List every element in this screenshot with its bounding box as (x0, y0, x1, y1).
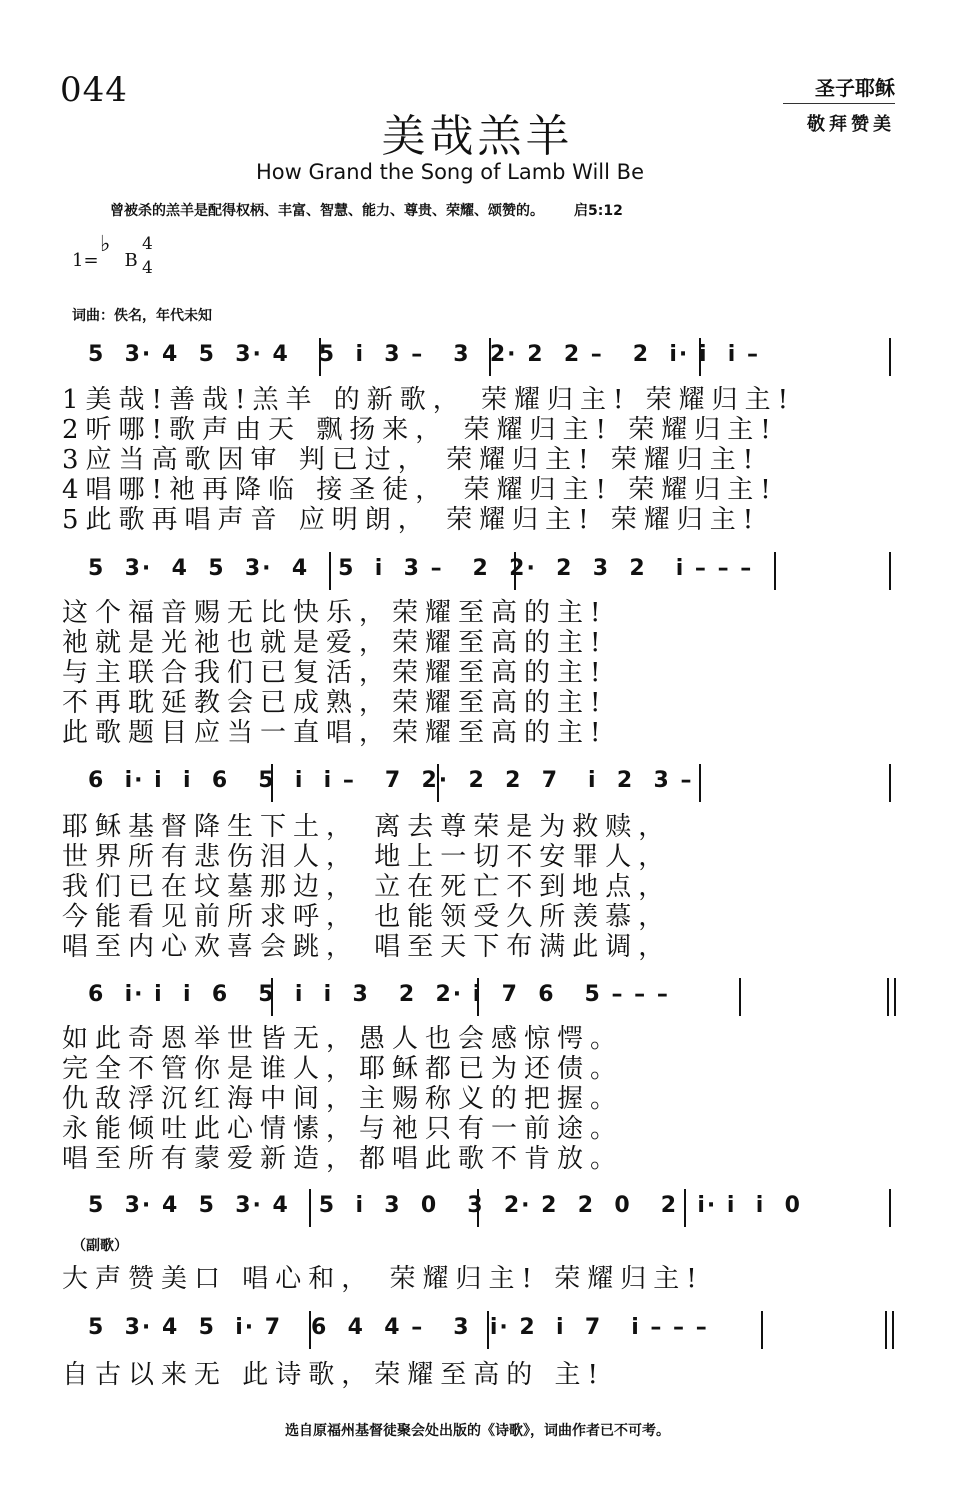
chorus-label: （副歌） (72, 1238, 128, 1254)
flat-icon: ♭ (100, 232, 111, 257)
notation-line-4: 6 i· i i 6 5 i i 3 2 2· i 7 6 5 – – – (88, 982, 670, 1007)
key-prefix: 1= (72, 250, 99, 271)
notation-line-2: 5 3· 4 5 3· 4 5 i 3 – 2 2· 2 3 2 i – – – (88, 556, 754, 581)
key-note: B (124, 250, 138, 271)
lyric-line: 3应当高歌因审 判已过， 荣耀归主! 荣耀归主! (62, 445, 761, 475)
notation-line-1: 5 3· 4 5 3· 4 5 i 3 – 3 2· 2 2 – 2 i· i i – (88, 342, 761, 367)
lyric-line: 不再耽延教会已成熟，荣耀至高的主! (62, 688, 608, 718)
lyric-line: 永能倾吐此心情愫，与祂只有一前途。 (62, 1114, 624, 1144)
lyric-line: 4唱哪!祂再降临 接圣徒， 荣耀归主! 荣耀归主! (62, 475, 778, 505)
lyric-line: 5此歌再唱声音 应明朗， 荣耀归主! 荣耀归主! (62, 505, 761, 535)
notation-line-3: 6 i· i i 6 5 i i – 7 2· 2 2 7 i 2 3 – (88, 768, 694, 793)
subcategory-label: 敬拜赞美 (807, 114, 895, 135)
lyric-line: 仇敌浮沉红海中间，主赐称义的把握。 (62, 1084, 624, 1114)
lyric-line: 此歌题目应当一直唱，荣耀至高的主! (62, 718, 608, 748)
hymn-number: 044 (60, 70, 128, 110)
lyric-line: 与主联合我们已复活，荣耀至高的主! (62, 658, 608, 688)
lyric-line: 今能看见前所求呼， 也能领受久所羡慕， (62, 902, 672, 932)
verse-text: 曾被杀的羔羊是配得权柄、丰富、智慧、能力、尊贵、荣耀、颂赞的。 (110, 203, 544, 219)
notation-line-6: 5 3· 4 5 i· 7 6 4 4 – 3 i· 2 i 7 i – – – (88, 1315, 709, 1340)
lyric-line: 自古以来无 此诗歌，荣耀至高的 主! (62, 1360, 605, 1390)
lyric-line: 唱至所有蒙爱新造，都唱此歌不肯放。 (62, 1144, 624, 1174)
notation-line-5: 5 3· 4 5 3· 4 5 i 3 0 3 2· 2 2 0 2 i· i i 0 (88, 1193, 802, 1218)
lyric-line: 如此奇恩举世皆无，愚人也会感惊愕。 (62, 1024, 624, 1054)
lyric-line: 我们已在坟墓那边， 立在死亡不到地点， (62, 872, 672, 902)
lyric-line: 完全不管你是谁人，耶稣都已为还债。 (62, 1054, 624, 1084)
lyric-line: 耶稣基督降生下土， 离去尊荣是为救赎， (62, 812, 672, 842)
lyric-line: 这个福音赐无比快乐，荣耀至高的主! (62, 598, 608, 628)
lyric-line: 2听哪!歌声由天 飘扬来， 荣耀归主! 荣耀归主! (62, 415, 778, 445)
lyric-line: 大声赞美口 唱心和， 荣耀归主! 荣耀归主! (62, 1264, 704, 1294)
lyric-line: 1美哉!善哉!羔羊 的新歌， 荣耀归主! 荣耀归主! (62, 385, 796, 415)
time-bottom: 4 (142, 258, 153, 278)
source-footer: 选自原福州基督徒聚会处出版的《诗歌》，词曲作者已不可考。 (285, 1423, 670, 1439)
hymn-title: 美哉羔羊 (381, 111, 574, 162)
lyric-line: 祂就是光祂也就是爱，荣耀至高的主! (62, 628, 608, 658)
lyric-line: 唱至内心欢喜会跳， 唱至天下布满此调， (62, 932, 672, 962)
verse-reference: 启5:12 (574, 203, 623, 219)
time-top: 4 (142, 234, 153, 254)
category-label: 圣子耶稣 (815, 76, 895, 100)
credit-line: 词曲：佚名，年代未知 (72, 308, 212, 324)
lyric-line: 世界所有悲伤泪人， 地上一切不安罪人， (62, 842, 672, 872)
hymn-subtitle: How Grand the Song of Lamb Will Be (256, 160, 644, 184)
